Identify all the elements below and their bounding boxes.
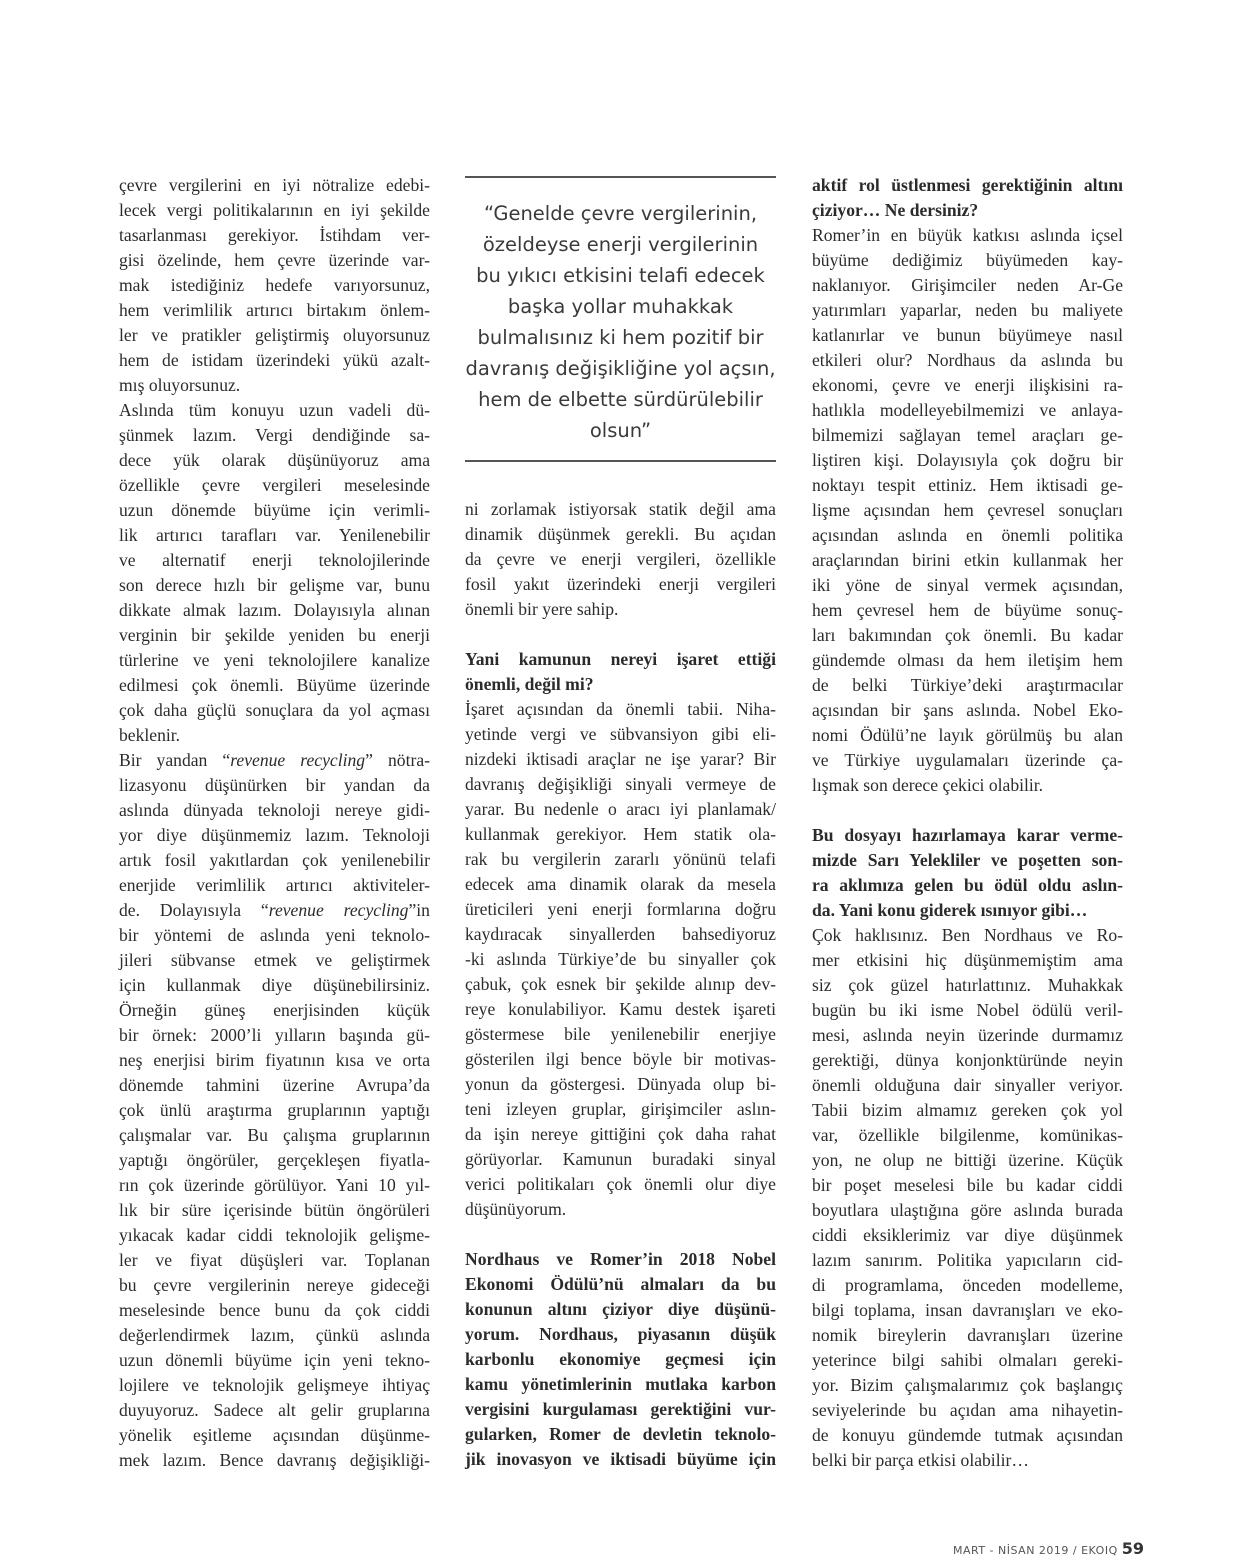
text-line: naklanıyor. Girişimciler neden Ar-Ge (812, 275, 1123, 295)
text-line: nizdeki iktisadi araçlar ne işe yarar? Bir (465, 749, 776, 769)
text-line: çok daha güçlü sonuçlara da yol açması (119, 700, 430, 720)
text-line: göstermese bile yenilenebilir enerjiye (465, 1024, 776, 1044)
pull-quote-text (465, 198, 776, 446)
text-line: belki bir parça etkisi olabilir… (812, 1450, 1029, 1470)
text-line: bir poşet meselesi bile bu kadar ciddi (812, 1175, 1123, 1195)
text-line: üreticileri yeni enerji formlarına doğru (465, 899, 776, 919)
text-line: ciddi eksiklerimiz var diye düşünmek (812, 1225, 1123, 1245)
text-line: aslında dünyada teknoloji nereye gidi- (119, 800, 430, 820)
quote-line: hem de elbette sürdürülebilir (478, 388, 763, 411)
text-line: araçlarından birini etkin kullanmak her (812, 550, 1123, 570)
text-line: neş enerjisi birim fiyatının kısa ve orta (119, 1050, 430, 1070)
text-line: noktayı tespit ettiniz. Hem iktisadi ge- (812, 475, 1123, 495)
text-line: dinamik düşünmek gerekli. Bu açıdan (465, 524, 776, 544)
text-line: kullanmak gerekiyor. Hem statik ola- (465, 824, 776, 844)
text-line: lecek vergi politikalarının en iyi şekilde (119, 200, 430, 220)
interview-question-line: jik inovasyon ve iktisadi büyüme için (465, 1449, 776, 1469)
text-line: edilmesi çok önemli. Büyüme üzerinde (119, 675, 430, 695)
interview-question-line: aktif rol üstlenmesi gerektiğinin altını (812, 175, 1123, 195)
text-line: İşaret açısından da önemli tabii. Niha- (465, 699, 776, 719)
text-line: özellikle çevre vergileri meselesinde (119, 475, 430, 495)
text-line: mış oluyorsunuz. (119, 375, 241, 395)
text-line: türlerine ve yeni teknolojilere kanalize (119, 650, 430, 670)
text-line: jileri sübvanse etmek ve geliştirmek (119, 950, 430, 970)
text-line: bir yöntemi de aslında yeni teknolo- (119, 925, 430, 945)
quote-line: bu yıkıcı etkisini telafi edecek (476, 264, 765, 287)
text-line: verici politikaları çok önemli olur diye (465, 1174, 776, 1194)
interview-question-line: konunun altını çiziyor diye düşünü- (465, 1299, 776, 1319)
text-line: seviyelerinde bu açıdan ama nihayetin- (812, 1400, 1123, 1420)
text-line: dece yük olarak düşünüyoruz ama (119, 450, 430, 470)
text-line: lışmak son derece çekici olabilir. (812, 775, 1044, 795)
text-line: dönemde tahmini üzerine Avrupa’da (119, 1075, 430, 1095)
text-line: yönelik eşitleme açısından düşünme- (119, 1425, 430, 1445)
text-line: de belki Türkiye’deki araştırmacılar (812, 675, 1123, 695)
text-segment: de. Dolayısıyla “ (119, 900, 269, 920)
text-line: lazım sanırım. Politika yapıcıların cid- (812, 1250, 1123, 1270)
text-line: hem verimlilik artırıcı birtakım önlem- (119, 300, 430, 320)
quote-line: “Genelde çevre vergilerinin, (483, 202, 758, 225)
article-column-right (812, 173, 1123, 1473)
text-line: bir örnek: 2000’li yılların başında gü- (119, 1025, 430, 1045)
text-line: düşünüyorum. (465, 1199, 567, 1219)
text-line: lişme açısından hem çevresel sonuçları (812, 500, 1123, 520)
text-line: rın çok üzerinde görülüyor. Yani 10 yıl- (119, 1175, 430, 1195)
text-line: bilgi toplama, insan davranışları ve eko- (812, 1300, 1123, 1320)
text-line: hatlıkla modelleyebilmemizi ve anlaya- (812, 400, 1123, 420)
text-line: gündemde olması da hem iletişim hem (812, 650, 1123, 670)
text-line: katlanırlar ve bunun büyümeye nasıl (812, 325, 1123, 345)
text-line: tasarlanması gerekiyor. İstihdam ver- (119, 225, 430, 245)
text-line: nomi Ödülü’ne layık görülmüş bu alan (812, 725, 1123, 745)
text-line: boyutlara ulaştığına göre aslında burada (812, 1200, 1123, 1220)
text-line: mesi, aslında neyin üzerinde durmamız (812, 1025, 1123, 1045)
text-line: lojilere ve teknolojik gelişmeye ihtiyaç (119, 1375, 430, 1395)
text-line: yonun da göstergesi. Dünyada olup bi- (465, 1074, 776, 1094)
interview-question-line: kamu yönetimlerinin mutlaka karbon (465, 1374, 776, 1394)
text-line: ler ve pratikler geliştirmiş oluyorsunuz (119, 325, 430, 345)
text-line: rak bu vergilerin zararlı yönünü telafi (465, 849, 776, 869)
text-line: kaydıracak sinyallerden bahsediyoruz (465, 924, 776, 944)
text-line: lizasyonu düşünürken bir yandan da (119, 775, 430, 795)
page-footer (953, 1539, 1144, 1558)
text-segment: ”in (408, 900, 430, 920)
paragraph-gap (465, 1222, 776, 1247)
text-line: yıkacak kadar ciddi teknolojik gelişme- (119, 1225, 430, 1245)
article-column-left (119, 173, 430, 1473)
text-line: nomik bireylerin davranışları üzerine (812, 1325, 1123, 1345)
text-line: mak istediğiniz hedefe varıyorsunuz, (119, 275, 430, 295)
text-line: için kullanmak diye düşünebilirsiniz. (119, 975, 430, 995)
text-line: yaptığı öngörüler, gerçekleşen fiyatla- (119, 1150, 430, 1170)
text-line: yetinde vergi ve sübvansiyon gibi eli- (465, 724, 776, 744)
text-line: ları bakımından çok önemli. Bu kadar (812, 625, 1123, 645)
text-line: gisi özelinde, hem çevre üzerinde var- (119, 250, 430, 270)
article-column-middle (465, 497, 776, 1472)
text-segment: ” nötra- (365, 750, 430, 770)
text-line: yeterince bilgi sahibi olmaları gereki- (812, 1350, 1123, 1370)
text-line (119, 748, 430, 773)
text-line: uzun dönemde büyüme için verimli- (119, 500, 430, 520)
text-line: edecek ama dinamik olarak da mesela (465, 874, 776, 894)
text-line: var, özellikle bilgilenme, komünikas- (812, 1125, 1123, 1145)
text-line: yon, ne olup ne bittiği üzerine. Küçük (812, 1150, 1123, 1170)
paragraph-gap (465, 622, 776, 647)
text-line: reye konulabiliyor. Kamu destek işareti (465, 999, 776, 1019)
text-line: davranış değişikliği sinyali vermeye de (465, 774, 776, 794)
text-line: hem çevresel hem de büyüme sonuç- (812, 600, 1123, 620)
text-line: etkileri olur? Nordhaus da aslında bu (812, 350, 1123, 370)
text-line: çok ünlü araştırma gruplarının yaptığı (119, 1100, 430, 1120)
text-line: son derece hızlı bir gelişme var, bunu (119, 575, 430, 595)
text-line: uzun dönemli büyüme için yeni tekno- (119, 1350, 430, 1370)
text-line: lik artırıcı tarafları var. Yenilenebilir (119, 525, 430, 545)
interview-question-line: da. Yani konu giderek ısınıyor gibi… (812, 900, 1088, 920)
text-line: fosil yakıt üzerindeki enerji vergileri (465, 574, 776, 594)
text-line: da çevre ve enerji vergileri, özellikle (465, 549, 776, 569)
interview-question-line: Nordhaus ve Romer’in 2018 Nobel (465, 1249, 776, 1269)
text-line: yor diye düşünmemiz lazım. Teknoloji (119, 825, 430, 845)
issue-label: MART - NİSAN 2019 / EKOIQ (952, 1544, 1118, 1557)
pull-quote (465, 176, 776, 462)
text-line: Örneğin güneş enerjisinden küçük (119, 1000, 430, 1020)
text-line: büyüme dediğimiz büyümeden kay- (812, 250, 1123, 270)
text-line: hem de istidam üzerindeki yükü azalt- (119, 350, 430, 370)
text-line: da işin nereye gittiğini çok daha rahat (465, 1124, 776, 1144)
text-line: iki yöne de sinyal vermek açısından, (812, 575, 1123, 595)
interview-question-line: vergisini kurgulaması gerektiğini vur- (465, 1399, 776, 1419)
text-line: ler ve fiyat düşüşleri var. Toplanan (119, 1250, 430, 1270)
text-line: yarar. Bu nedenle o aracı iyi planlamak/ (465, 799, 776, 819)
text-line: Tabii bizim almamız gereken çok yol (812, 1100, 1123, 1120)
text-line: gösterilen ilgi bence böyle bir motivas- (465, 1049, 776, 1069)
text-line: şünmek lazım. Vergi dendiğinde sa- (119, 425, 430, 445)
text-line: önemli olduğuna dair sinyaller veriyor. (812, 1075, 1123, 1095)
text-line: Çok haklısınız. Ben Nordhaus ve Ro- (812, 925, 1123, 945)
quote-line: bulmalısınız ki hem pozitif bir (477, 326, 764, 349)
text-line: değerlendirmek lazım, çünkü aslında (119, 1325, 430, 1345)
interview-question-line: mizde Sarı Yelekliler ve poşetten son- (812, 850, 1123, 870)
text-line: ve alternatif enerji teknolojilerinde (119, 550, 430, 570)
quote-line: özeldeyse enerji vergilerinin (482, 233, 759, 256)
text-line: duyuyoruz. Sadece alt gelir gruplarına (119, 1400, 430, 1420)
text-line: yatırımları yaparlar, neden bu maliyete (812, 300, 1123, 320)
interview-question-line: gularken, Romer de devletin teknolo- (465, 1424, 776, 1444)
text-line: artık fosil yakıtlardan çok yenilenebilir (119, 850, 430, 870)
text-line: liştiren kişi. Dolayısıyla çok doğru bir (812, 450, 1123, 470)
text-line: yor. Bizim çalışmalarımız çok başlangıç (812, 1375, 1123, 1395)
text-line: bugün bu iki isme Nobel ödülü veril- (812, 1000, 1123, 1020)
text-line: önemli bir yere sahip. (465, 599, 619, 619)
quote-line: başka yollar muhakkak (507, 295, 734, 318)
text-line: açısından bir şans aslında. Nobel Eko- (812, 700, 1123, 720)
text-line: meselesinde bence bunu da çok ciddi (119, 1300, 430, 1320)
text-line: dikkate almak lazım. Dolayısıyla alınan (119, 600, 430, 620)
text-line: di programlama, önceden modelleme, (812, 1275, 1123, 1295)
interview-question-line: Ekonomi Ödülü’nü almaları da bu (465, 1274, 776, 1294)
text-line: siz çok güzel hatırlattınız. Muhakkak (812, 975, 1123, 995)
quote-line: davranış değişikliğine yol açsın, (465, 357, 776, 380)
text-line: teni izleyen gruplar, girişimciler aslın- (465, 1099, 776, 1119)
text-line: bilmemizi sağlayan temel araçları ge- (812, 425, 1123, 445)
interview-question-line: karbonlu ekonomiye geçmesi için (465, 1349, 776, 1369)
text-line: verginin bir şekilde yeniden bu enerji (119, 625, 430, 645)
text-line: gerektiği, dünya konjonktüründe neyin (812, 1050, 1123, 1070)
interview-question-line: Yani kamunun nereyi işaret ettiği (465, 649, 776, 669)
interview-question-line: çiziyor… Ne dersiniz? (812, 200, 979, 220)
paragraph-gap (812, 798, 1123, 823)
quote-line: olsun” (589, 419, 652, 442)
italic-term: revenue recycling (268, 900, 409, 920)
interview-question-line: önemli, değil mi? (465, 674, 594, 694)
text-line: Romer’in en büyük katkısı aslında içsel (812, 225, 1123, 245)
text-line: çevre vergilerini en iyi nötralize edebi- (119, 175, 430, 195)
text-line: açısından aslında en önemli politika (812, 525, 1123, 545)
text-line: çalışmalar var. Bu çalışma gruplarının (119, 1125, 430, 1145)
text-line (119, 898, 430, 923)
text-line: ve Türkiye uygulamaları üzerinde ça- (812, 750, 1123, 770)
interview-question-line: ra aklımıza gelen bu ödül oldu aslın- (812, 875, 1123, 895)
text-line: enerjide verimlilik artırıcı aktiviteler- (119, 875, 430, 895)
page-number: 59 (1121, 1539, 1144, 1558)
text-line: bu çevre vergilerinin nereye gideceği (119, 1275, 430, 1295)
text-line: ekonomi, çevre ve enerji ilişkisini ra- (812, 375, 1123, 395)
text-line: görüyorlar. Kamunun buradaki sinyal (465, 1149, 776, 1169)
text-line: çabuk, çok esnek bir şekilde alınıp dev- (465, 974, 776, 994)
text-line: de konuyu gündemde tutmak açısından (812, 1425, 1123, 1445)
text-line: beklenir. (119, 725, 181, 745)
interview-question-line: Bu dosyayı hazırlamaya karar verme- (812, 825, 1123, 845)
text-line: -ki aslında Türkiye’de bu sinyaller çok (465, 949, 776, 969)
text-line: ni zorlamak istiyorsak statik değil ama (465, 499, 776, 519)
interview-question-line: yorum. Nordhaus, piyasanın düşük (465, 1324, 776, 1344)
text-line: Aslında tüm konuyu uzun vadeli dü- (119, 400, 430, 420)
text-line: mer etkisini hiç düşünmemiştim ama (812, 950, 1123, 970)
text-segment: Bir yandan “ (119, 750, 231, 770)
italic-term: revenue recycling (230, 750, 366, 770)
text-line: lık bir süre içerisinde bütün öngörüleri (119, 1200, 430, 1220)
text-line: mek lazım. Bence davranış değişikliği- (119, 1450, 430, 1470)
